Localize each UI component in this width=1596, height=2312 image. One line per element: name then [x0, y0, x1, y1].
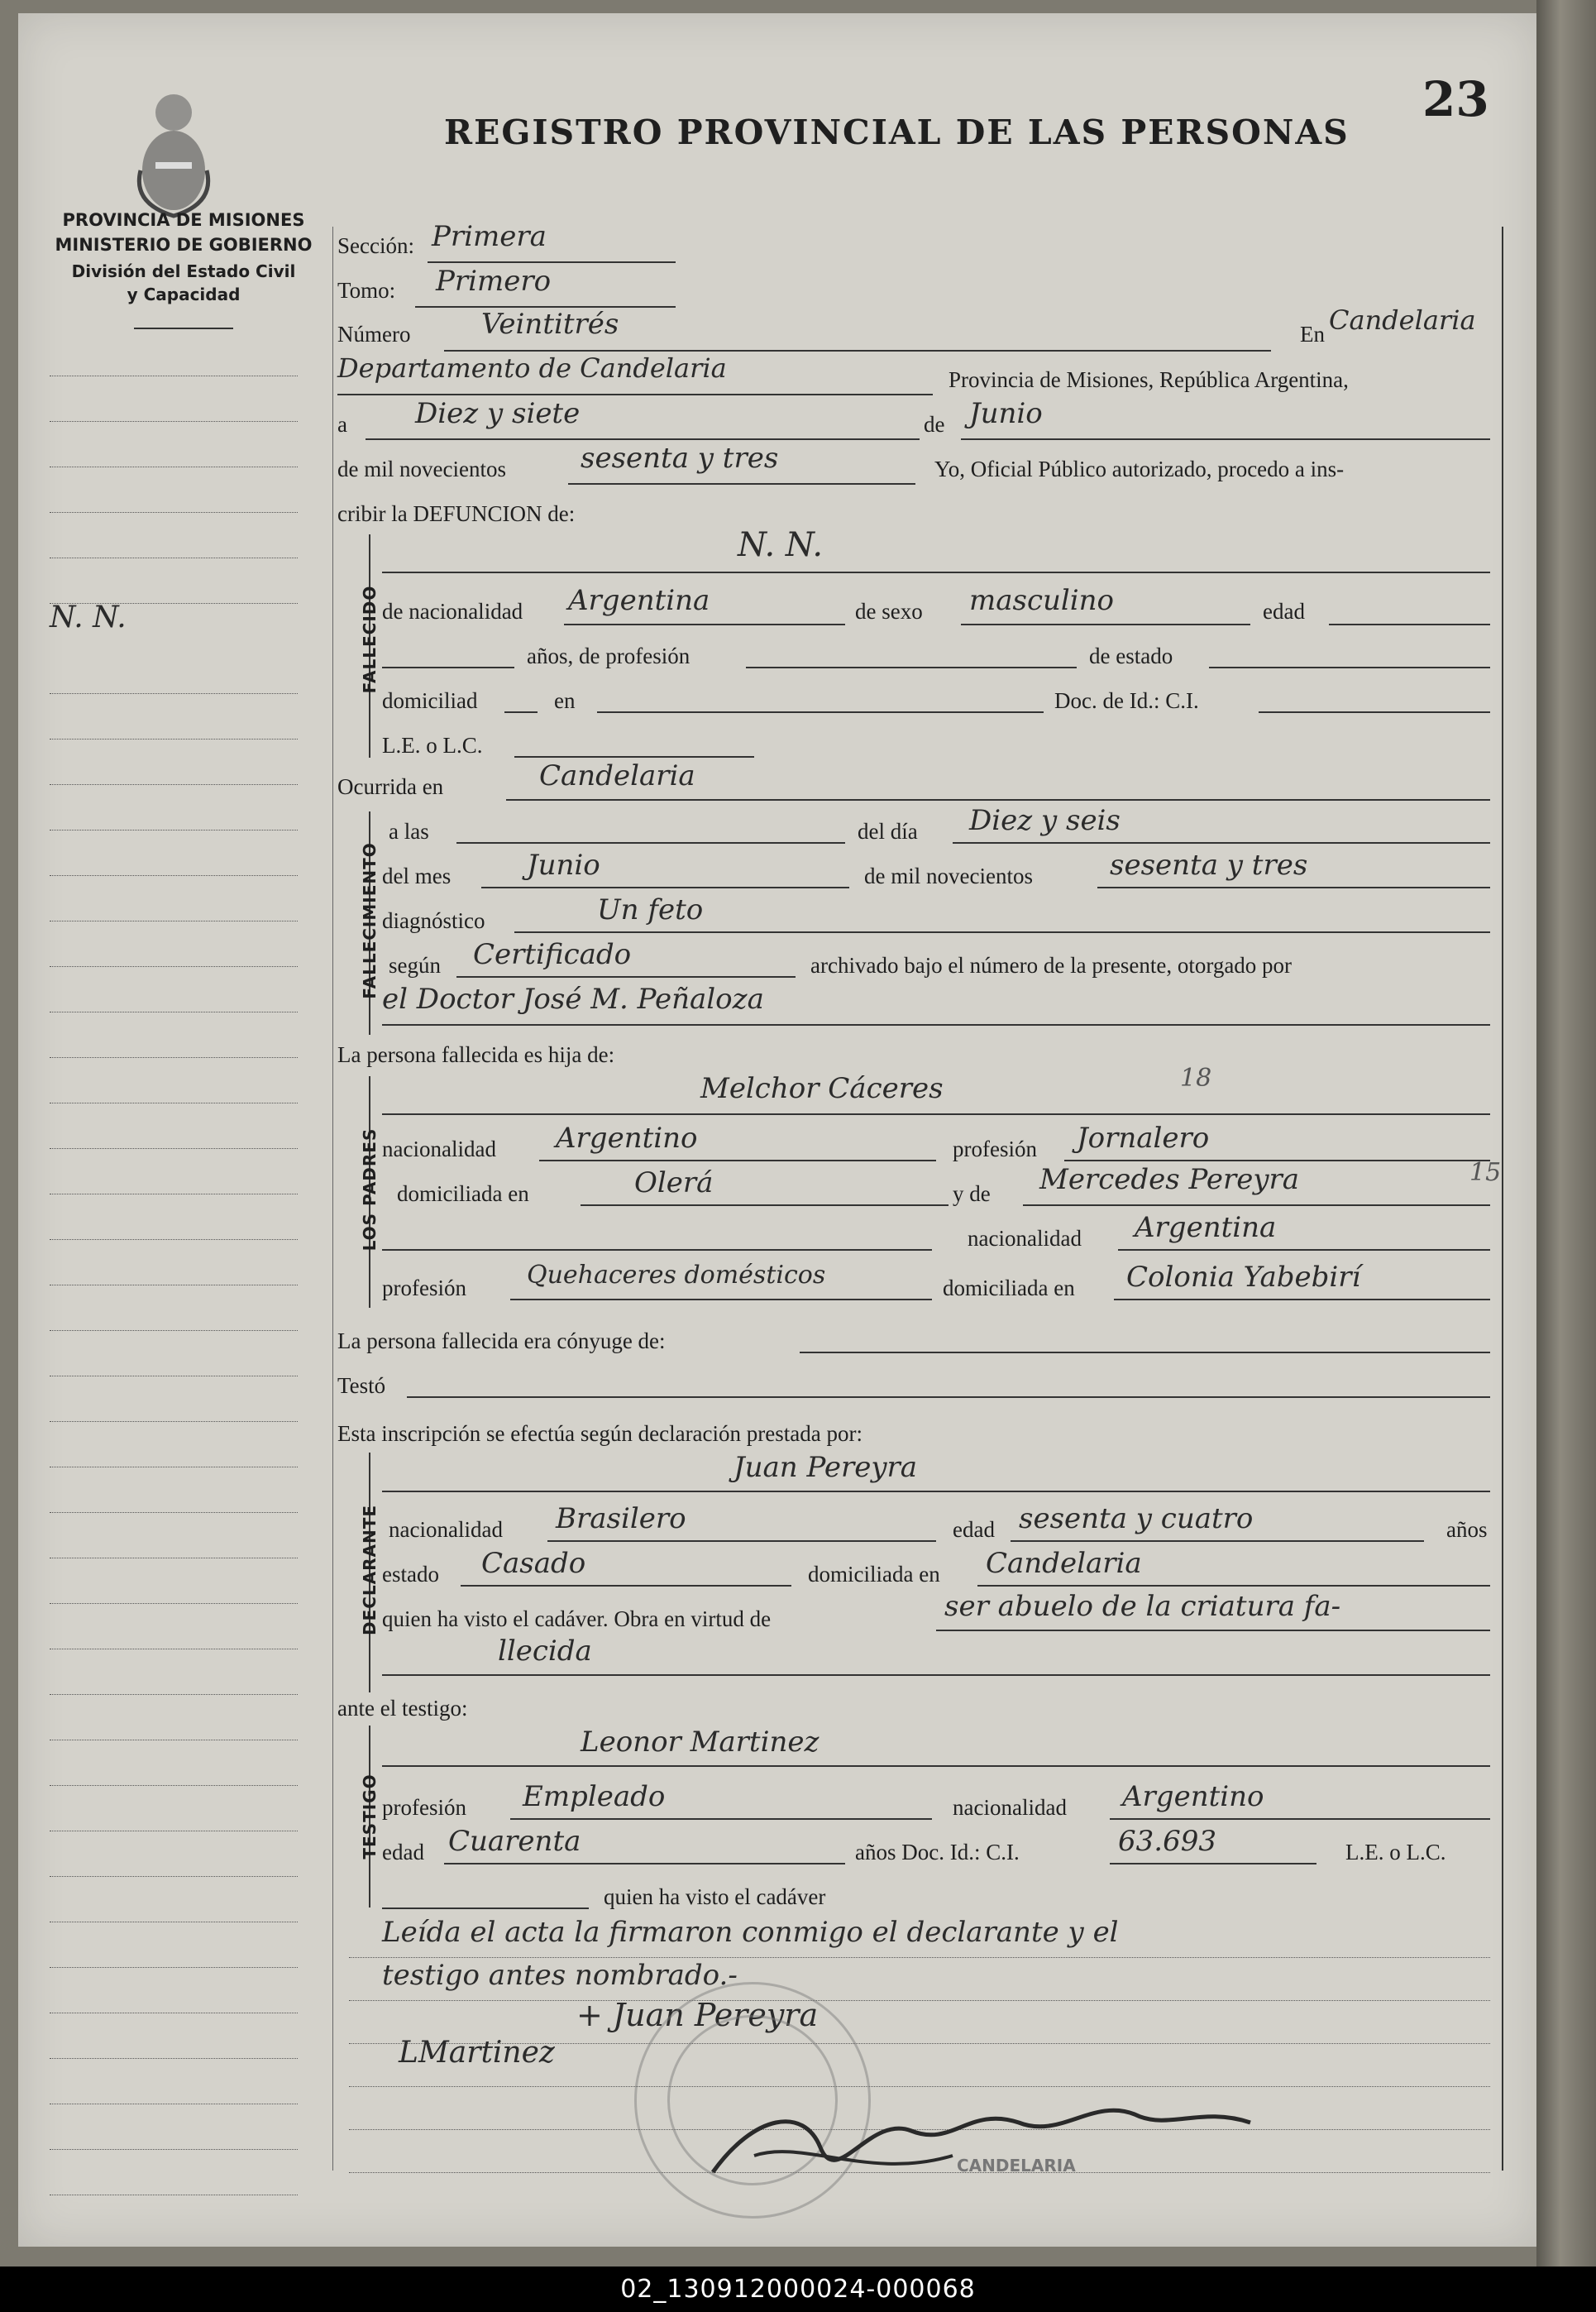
section-testigo: TESTIGO [360, 1773, 380, 1860]
label-madre-domiciliada: domiciliada en [943, 1276, 1075, 1300]
label-doc-id: Doc. de Id.: C.I. [1054, 688, 1199, 713]
value-dia: Diez y siete [415, 397, 581, 430]
label-anos: años [1446, 1517, 1488, 1542]
label-de-sexo: de sexo [855, 599, 923, 624]
label-numero: Número [337, 322, 411, 347]
label-persona-hija: La persona fallecida es hija de: [337, 1042, 615, 1067]
page-number: 23 [1422, 71, 1489, 127]
label-testigo-profesion: profesión [382, 1795, 466, 1820]
label-y-de: y de [953, 1181, 991, 1206]
value-madre-edad: 15 [1469, 1158, 1502, 1187]
label-anos-doc: años Doc. Id.: C.I. [855, 1840, 1020, 1864]
label-edad: edad [1263, 599, 1305, 624]
book-spine-edge [1536, 0, 1596, 2267]
label-a-las: a las [389, 819, 429, 844]
label-declarante-edad: edad [953, 1517, 995, 1542]
value-cierre-2: testigo antes nombrado.- [382, 1959, 738, 1992]
label-declarante-nacionalidad: nacionalidad [389, 1517, 503, 1542]
value-anio: sesenta y tres [581, 442, 779, 475]
register-page [18, 13, 1536, 2247]
value-declarante-nacionalidad: Brasilero [556, 1502, 686, 1535]
label-anos-profesion: años, de profesión [527, 644, 690, 668]
label-inscripcion: Esta inscripción se efectúa según declaración prestada por: [337, 1421, 863, 1446]
value-testigo-edad: Cuarenta [448, 1825, 581, 1858]
label-le-o-lc: L.E. o L.C. [1345, 1840, 1446, 1864]
form-left-border [332, 227, 333, 2171]
value-nacionalidad-fallecido: Argentina [568, 584, 710, 617]
section-fallecimiento: FALLECIMIENTO [360, 842, 380, 999]
label-de-mil-2: de mil novecientos [864, 864, 1033, 888]
label-a: a [337, 412, 347, 437]
value-seccion: Primera [432, 220, 547, 253]
value-padre-profesion: Jornalero [1077, 1122, 1210, 1155]
header-ministry: MINISTERIO DE GOBIERNO [55, 235, 313, 255]
label-seccion: Sección: [337, 233, 414, 258]
signature-testigo: LMartinez [399, 2036, 555, 2070]
label-ocurrida: Ocurrida en [337, 774, 444, 799]
label-testigo-nacionalidad: nacionalidad [953, 1795, 1067, 1820]
label-domiciliad: domiciliad [382, 688, 478, 713]
value-madre-profesion: Quehaceres domésticos [527, 1261, 826, 1290]
value-segun: Certificado [473, 938, 632, 971]
value-declarante-edad: sesenta y cuatro [1019, 1502, 1254, 1535]
label-estado: estado [382, 1562, 439, 1587]
label-testo: Testó [337, 1373, 386, 1398]
value-anio-fallecimiento: sesenta y tres [1110, 849, 1308, 882]
label-segun: según [389, 953, 441, 978]
value-declarante-estado: Casado [481, 1547, 586, 1580]
label-en-domicilio: en [554, 688, 576, 713]
value-en: Candelaria [1329, 304, 1476, 336]
form-right-border [1502, 227, 1503, 2171]
label-en: En [1300, 322, 1325, 347]
footer-caption: 02_130912000024-000068 [0, 2267, 1596, 2312]
value-declarante: Juan Pereyra [733, 1451, 918, 1484]
value-padre: Melchor Cáceres [700, 1072, 944, 1105]
header-capacidad: y Capacidad [127, 285, 241, 304]
label-del-mes: del mes [382, 864, 452, 888]
value-diagnostico: Un feto [597, 893, 704, 926]
value-declarante-domicilio: Candelaria [986, 1547, 1142, 1580]
label-quien-visto: quien ha visto el cadáver. Obra en virtud de [382, 1606, 772, 1631]
label-de-estado: de estado [1089, 644, 1173, 668]
value-nombre-fallecido: N. N. [738, 526, 824, 564]
label-del-dia: del día [858, 819, 918, 844]
label-de: de [924, 412, 945, 437]
label-de-mil: de mil novecientos [337, 457, 506, 481]
value-cierre-1: Leída el acta la firmaron conmigo el declarante y el [382, 1916, 1119, 1949]
official-signature-icon [705, 2081, 1267, 2197]
value-mes: Junio [969, 397, 1043, 430]
label-tomo: Tomo: [337, 278, 396, 303]
label-madre-nacionalidad: nacionalidad [968, 1226, 1082, 1251]
value-ocurrida: Candelaria [539, 759, 695, 792]
value-doctor: el Doctor José M. Peñaloza [382, 983, 764, 1016]
coat-of-arms-icon [124, 79, 223, 220]
label-diagnostico: diagnóstico [382, 908, 485, 933]
value-testigo-nacionalidad: Argentino [1122, 1780, 1264, 1813]
section-fallecido: FALLECIDO [360, 585, 380, 694]
value-sexo: masculino [969, 584, 1115, 617]
label-yo-oficial: Yo, Oficial Público autorizado, procedo a ins- [934, 457, 1345, 481]
label-provincia: Provincia de Misiones, República Argentina, [949, 367, 1349, 392]
value-obra-1: ser abuelo de la criatura fa- [944, 1590, 1341, 1623]
label-archivado: archivado bajo el número de la presente, otorgado por [810, 953, 1293, 978]
value-tomo: Primero [436, 265, 552, 298]
section-declarante: DECLARANTE [360, 1504, 380, 1636]
value-numero: Veintitrés [481, 308, 619, 341]
value-padre-nacionalidad: Argentino [556, 1122, 698, 1155]
value-del-mes: Junio [527, 849, 600, 882]
header-province: PROVINCIA DE MISIONES [62, 210, 305, 230]
value-testigo-ci: 63.693 [1118, 1825, 1216, 1858]
label-padre-profesion: profesión [953, 1137, 1037, 1161]
value-testigo: Leonor Martinez [581, 1726, 820, 1759]
value-madre-domicilio: Colonia Yabebirí [1126, 1261, 1361, 1294]
section-los-padres: LOS PADRES [360, 1127, 380, 1252]
label-quien-visto-2: quien ha visto el cadáver [604, 1884, 826, 1909]
label-conyuge: La persona fallecida era cónyuge de: [337, 1328, 666, 1353]
stamp-text: CANDELARIA [957, 2156, 1076, 2176]
value-testigo-profesion: Empleado [523, 1780, 666, 1813]
header-division: División del Estado Civil [71, 261, 296, 281]
page-title: REGISTRO PROVINCIAL DE LAS PERSONAS [444, 112, 1350, 152]
label-declarante-domiciliada: domiciliada en [808, 1562, 940, 1587]
value-departamento: Departamento de Candelaria [337, 352, 727, 384]
label-madre-profesion: profesión [382, 1276, 466, 1300]
label-le-lc: L.E. o L.C. [382, 733, 483, 758]
value-padre-domicilio: Olerá [634, 1166, 714, 1199]
margin-note: N. N. [50, 601, 127, 634]
label-cribir: cribir la DEFUNCION de: [337, 501, 576, 526]
label-de-nacionalidad: de nacionalidad [382, 599, 523, 624]
signature-declarante: + Juan Pereyra [576, 1997, 819, 2033]
label-padre-nacionalidad: nacionalidad [382, 1137, 496, 1161]
header-underline [134, 328, 233, 329]
value-madre-nacionalidad: Argentina [1135, 1211, 1277, 1244]
value-madre: Mercedes Pereyra [1039, 1163, 1300, 1196]
label-ante-testigo: ante el testigo: [337, 1696, 468, 1721]
value-padre-edad: 18 [1180, 1064, 1212, 1093]
label-padre-domiciliada: domiciliada en [397, 1181, 529, 1206]
value-obra-2: llecida [498, 1635, 592, 1668]
value-del-dia: Diez y seis [969, 804, 1121, 837]
label-testigo-edad: edad [382, 1840, 424, 1864]
